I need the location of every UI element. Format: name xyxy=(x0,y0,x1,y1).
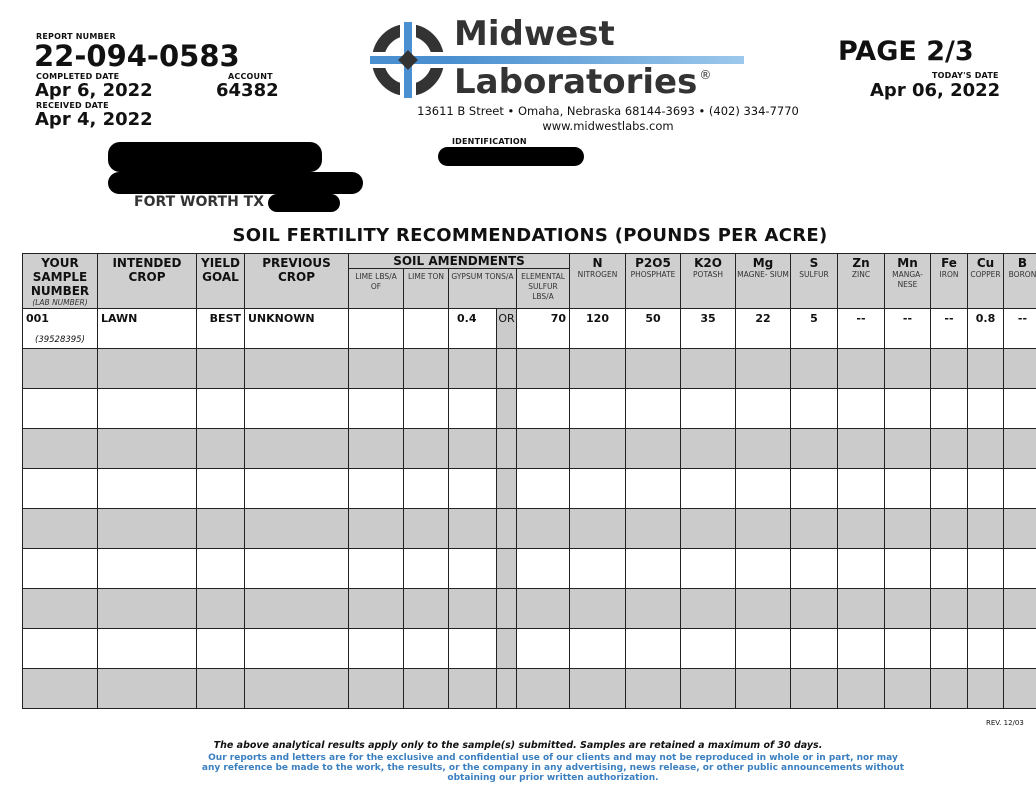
cell-mg xyxy=(736,389,791,429)
cell-or xyxy=(497,629,517,669)
cell-fe xyxy=(931,549,968,589)
cell-sample xyxy=(23,389,98,429)
col-yield-goal: YIELD GOAL xyxy=(197,254,245,309)
cell-value: -- xyxy=(1017,312,1028,325)
cell-mg xyxy=(736,429,791,469)
todays-date: Apr 06, 2022 xyxy=(870,80,1001,101)
revision-label: REV. 12/03 xyxy=(986,719,1024,727)
identification-label: IDENTIFICATION xyxy=(452,137,527,146)
cell-lime xyxy=(349,389,404,429)
cell-limeton xyxy=(404,509,449,549)
cell-gypsum xyxy=(449,509,497,549)
cell-sample xyxy=(23,429,98,469)
cell-s xyxy=(791,469,838,509)
cell-zn xyxy=(838,589,885,629)
cell-sample xyxy=(23,629,98,669)
cell-cu xyxy=(968,389,1004,429)
cell-mg xyxy=(736,349,791,389)
logo-line2: Laboratories xyxy=(454,62,698,102)
cell-mn xyxy=(885,509,931,549)
cell-b xyxy=(1004,589,1036,629)
received-date-label: RECEIVED DATE xyxy=(36,101,109,110)
cell-yield xyxy=(197,509,245,549)
cell-s xyxy=(791,429,838,469)
cell-limeton xyxy=(404,469,449,509)
cell-value: 0.8 xyxy=(975,312,996,325)
cell-zn xyxy=(838,509,885,549)
crosshair-logo-icon xyxy=(370,20,450,100)
cell-value: -- xyxy=(856,312,866,325)
cell-k xyxy=(681,549,736,589)
cell-yield xyxy=(197,309,245,349)
cell-n xyxy=(570,309,626,349)
cell-limeton xyxy=(404,349,449,389)
cell-fe xyxy=(931,669,968,709)
cell-k xyxy=(681,509,736,549)
cell-gypsum xyxy=(449,669,497,709)
cell-crop xyxy=(98,629,197,669)
cell-lime xyxy=(349,509,404,549)
cell-b xyxy=(1004,669,1036,709)
cell-n xyxy=(570,549,626,589)
cell-mg xyxy=(736,549,791,589)
cell-mg xyxy=(736,629,791,669)
cell-limeton xyxy=(404,389,449,429)
table-row xyxy=(23,469,1036,509)
cell-cu xyxy=(968,309,1004,349)
cell-gypsum xyxy=(449,469,497,509)
cell-or xyxy=(497,509,517,549)
cell-k xyxy=(681,309,736,349)
redaction-block xyxy=(268,194,340,212)
cell-n xyxy=(570,469,626,509)
col-boron: B BORON xyxy=(1004,254,1036,309)
cell-mg xyxy=(736,309,791,349)
cell-mn xyxy=(885,629,931,669)
cell-lime xyxy=(349,589,404,629)
cell-cu xyxy=(968,509,1004,549)
cell-fe xyxy=(931,469,968,509)
cell-value: 001 xyxy=(26,312,49,325)
cell-prev xyxy=(245,349,349,389)
recommendations-table xyxy=(22,253,1036,709)
cell-p xyxy=(626,469,681,509)
cell-p xyxy=(626,429,681,469)
table-row xyxy=(23,549,1036,589)
cell-k xyxy=(681,389,736,429)
cell-value: 5 xyxy=(810,312,818,325)
cell-sample xyxy=(23,549,98,589)
cell-zn xyxy=(838,629,885,669)
cell-k xyxy=(681,629,736,669)
cell-limeton xyxy=(404,589,449,629)
cell-fe xyxy=(931,509,968,549)
cell-fe xyxy=(931,389,968,429)
cell-b xyxy=(1004,349,1036,389)
received-date: Apr 4, 2022 xyxy=(35,109,153,130)
cell-s xyxy=(791,509,838,549)
cell-prev xyxy=(245,629,349,669)
cell-n xyxy=(570,389,626,429)
cell-n xyxy=(570,629,626,669)
col-gypsum: GYPSUM TONS/A xyxy=(449,269,517,309)
lab-number: (39528395) xyxy=(35,335,85,345)
cell-cu xyxy=(968,469,1004,509)
cell-cu xyxy=(968,349,1004,389)
cell-b xyxy=(1004,629,1036,669)
cell-p xyxy=(626,349,681,389)
cell-lime xyxy=(349,549,404,589)
cell-n xyxy=(570,349,626,389)
col-intended-crop: INTENDED CROP xyxy=(98,254,197,309)
cell-mg xyxy=(736,509,791,549)
cell-sulfur_el xyxy=(517,629,570,669)
cell-value: 120 xyxy=(586,312,609,325)
cell-lime xyxy=(349,669,404,709)
cell-fe xyxy=(931,429,968,469)
cell-sample xyxy=(23,349,98,389)
cell-value: UNKNOWN xyxy=(248,312,315,325)
cell-fe xyxy=(931,629,968,669)
footer-note: The above analytical results apply only to the sample(s) submitted. Samples are retained a maximum of 30 days. xyxy=(213,740,823,751)
cell-crop xyxy=(98,309,197,349)
cell-mn xyxy=(885,349,931,389)
report-number-label: REPORT NUMBER xyxy=(36,32,116,41)
cell-yield xyxy=(197,589,245,629)
cell-s xyxy=(791,309,838,349)
col-zinc: Zn ZINC xyxy=(838,254,885,309)
cell-gypsum xyxy=(449,589,497,629)
cell-s xyxy=(791,549,838,589)
col-lime: LIME LBS/A OF xyxy=(349,269,404,309)
cell-n xyxy=(570,429,626,469)
cell-or xyxy=(497,469,517,509)
cell-b xyxy=(1004,509,1036,549)
cell-fe xyxy=(931,589,968,629)
cell-sample xyxy=(23,669,98,709)
cell-value xyxy=(349,309,403,312)
cell-cu xyxy=(968,669,1004,709)
cell-cu xyxy=(968,549,1004,589)
cell-gypsum xyxy=(449,549,497,589)
cell-value: OR xyxy=(498,312,515,325)
cell-b xyxy=(1004,549,1036,589)
col-elemental-sulfur: ELEMENTAL SULFUR LBS/A xyxy=(517,269,570,309)
table-row xyxy=(23,669,1036,709)
col-lime-ton: LIME TON xyxy=(404,269,449,309)
cell-zn xyxy=(838,389,885,429)
completed-date: Apr 6, 2022 xyxy=(35,80,153,101)
cell-crop xyxy=(98,429,197,469)
cell-b xyxy=(1004,389,1036,429)
cell-k xyxy=(681,469,736,509)
company-address: 13611 B Street • Omaha, Nebraska 68144-3693 • (402) 334-7770 xyxy=(417,104,799,118)
cell-sample xyxy=(23,509,98,549)
cell-k xyxy=(681,669,736,709)
cell-value: BEST xyxy=(209,312,241,325)
company-logo xyxy=(370,14,750,102)
cell-mn xyxy=(885,589,931,629)
col-previous-crop: PREVIOUS CROP xyxy=(245,254,349,309)
cell-value: LAWN xyxy=(101,312,138,325)
report-number: 22-094-0583 xyxy=(34,39,240,73)
cell-or xyxy=(497,669,517,709)
cell-yield xyxy=(197,629,245,669)
cell-s xyxy=(791,389,838,429)
cell-prev xyxy=(245,429,349,469)
col-manganese: Mn MANGA- NESE xyxy=(885,254,931,309)
redaction-block xyxy=(438,147,584,166)
cell-p xyxy=(626,309,681,349)
cell-n xyxy=(570,589,626,629)
cell-n xyxy=(570,669,626,709)
cell-gypsum xyxy=(449,389,497,429)
cell-s xyxy=(791,349,838,389)
cell-or xyxy=(497,549,517,589)
cell-k xyxy=(681,349,736,389)
cell-or xyxy=(497,349,517,389)
col-sample-number: YOUR SAMPLE NUMBER (LAB NUMBER) xyxy=(23,254,98,309)
cell-yield xyxy=(197,429,245,469)
table-row xyxy=(23,429,1036,469)
cell-p xyxy=(626,509,681,549)
cell-cu xyxy=(968,589,1004,629)
col-phosphate: P2O5 PHOSPHATE xyxy=(626,254,681,309)
cell-lime xyxy=(349,629,404,669)
table-row xyxy=(23,589,1036,629)
cell-p xyxy=(626,629,681,669)
cell-mg xyxy=(736,589,791,629)
cell-k xyxy=(681,429,736,469)
cell-mg xyxy=(736,469,791,509)
cell-crop xyxy=(98,349,197,389)
cell-limeton xyxy=(404,549,449,589)
cell-mn xyxy=(885,549,931,589)
col-soil-amendments: SOIL AMENDMENTS xyxy=(349,254,570,269)
redaction-block xyxy=(108,142,322,172)
client-city: FORT WORTH TX xyxy=(134,194,265,210)
cell-prev xyxy=(245,549,349,589)
cell-b xyxy=(1004,429,1036,469)
cell-or xyxy=(497,589,517,629)
cell-lime xyxy=(349,429,404,469)
cell-p xyxy=(626,669,681,709)
cell-crop xyxy=(98,669,197,709)
cell-zn xyxy=(838,669,885,709)
cell-value: 50 xyxy=(645,312,661,325)
cell-sulfur_el xyxy=(517,469,570,509)
table-row xyxy=(23,509,1036,549)
cell-zn xyxy=(838,549,885,589)
cell-value: -- xyxy=(902,312,913,325)
cell-gypsum xyxy=(449,309,497,349)
cell-lime xyxy=(349,349,404,389)
cell-sample xyxy=(23,309,98,349)
cell-crop xyxy=(98,589,197,629)
cell-cu xyxy=(968,429,1004,469)
cell-or xyxy=(497,309,517,349)
cell-limeton xyxy=(404,629,449,669)
cell-yield xyxy=(197,389,245,429)
cell-sulfur_el xyxy=(517,589,570,629)
cell-zn xyxy=(838,429,885,469)
cell-cu xyxy=(968,629,1004,669)
cell-limeton xyxy=(404,669,449,709)
cell-s xyxy=(791,629,838,669)
cell-prev xyxy=(245,309,349,349)
cell-prev xyxy=(245,589,349,629)
table-row xyxy=(23,349,1036,389)
cell-yield xyxy=(197,469,245,509)
cell-sulfur_el xyxy=(517,509,570,549)
col-magnesium: Mg MAGNE- SIUM xyxy=(736,254,791,309)
cell-lime xyxy=(349,309,404,349)
cell-b xyxy=(1004,469,1036,509)
cell-mn xyxy=(885,309,931,349)
cell-value: 22 xyxy=(755,312,771,325)
cell-prev xyxy=(245,389,349,429)
cell-crop xyxy=(98,509,197,549)
cell-sample xyxy=(23,589,98,629)
cell-lime xyxy=(349,469,404,509)
cell-value: -- xyxy=(944,312,954,325)
cell-yield xyxy=(197,549,245,589)
completed-date-label: COMPLETED DATE xyxy=(36,72,120,81)
cell-fe xyxy=(931,309,968,349)
cell-n xyxy=(570,509,626,549)
cell-yield xyxy=(197,669,245,709)
cell-value: 0.4 xyxy=(457,312,477,325)
cell-mg xyxy=(736,669,791,709)
cell-or xyxy=(497,429,517,469)
col-copper: Cu COPPER xyxy=(968,254,1004,309)
cell-sulfur_el xyxy=(517,429,570,469)
col-nitrogen: N NITROGEN xyxy=(570,254,626,309)
cell-sulfur_el xyxy=(517,549,570,589)
cell-yield xyxy=(197,349,245,389)
page-number: PAGE 2/3 xyxy=(838,36,974,67)
cell-crop xyxy=(98,389,197,429)
account-label: ACCOUNT xyxy=(228,72,273,81)
cell-gypsum xyxy=(449,629,497,669)
col-iron: Fe IRON xyxy=(931,254,968,309)
cell-zn xyxy=(838,309,885,349)
col-potash: K2O POTASH xyxy=(681,254,736,309)
table-row xyxy=(23,629,1036,669)
cell-s xyxy=(791,669,838,709)
cell-mn xyxy=(885,429,931,469)
registered-mark: ® xyxy=(699,68,712,82)
cell-p xyxy=(626,589,681,629)
cell-crop xyxy=(98,469,197,509)
cell-b xyxy=(1004,309,1036,349)
cell-value: 35 xyxy=(700,312,716,325)
cell-prev xyxy=(245,469,349,509)
cell-p xyxy=(626,549,681,589)
cell-limeton xyxy=(404,429,449,469)
cell-sulfur_el xyxy=(517,349,570,389)
footer-legal: Our reports and letters are for the exclusive and confidential use of our clients and may not be reproduced in whole or in part, nor may any reference be made to the work, the results, or the company in any advertising, news release, or other public announcements without obtaining our prior written authorization. xyxy=(201,753,905,783)
company-website[interactable]: www.midwestlabs.com xyxy=(542,119,674,133)
cell-value: 70 xyxy=(550,312,566,325)
cell-s xyxy=(791,589,838,629)
cell-sulfur_el xyxy=(517,669,570,709)
cell-limeton xyxy=(404,309,449,349)
cell-k xyxy=(681,589,736,629)
cell-zn xyxy=(838,349,885,389)
cell-mn xyxy=(885,669,931,709)
table-row xyxy=(23,389,1036,429)
col-sulfur: S SULFUR xyxy=(791,254,838,309)
cell-mn xyxy=(885,389,931,429)
cell-p xyxy=(626,389,681,429)
cell-zn xyxy=(838,469,885,509)
report-title: SOIL FERTILITY RECOMMENDATIONS (POUNDS PER ACRE) xyxy=(232,225,828,246)
table-row xyxy=(23,309,1036,349)
cell-fe xyxy=(931,349,968,389)
cell-or xyxy=(497,389,517,429)
todays-date-label: TODAY'S DATE xyxy=(932,71,999,80)
cell-sulfur_el xyxy=(517,389,570,429)
cell-mn xyxy=(885,469,931,509)
cell-crop xyxy=(98,549,197,589)
cell-gypsum xyxy=(449,349,497,389)
account-number: 64382 xyxy=(216,80,279,101)
cell-sulfur_el xyxy=(517,309,570,349)
cell-prev xyxy=(245,509,349,549)
cell-prev xyxy=(245,669,349,709)
cell-value xyxy=(404,309,448,312)
logo-line1: Midwest xyxy=(454,14,615,54)
cell-sample xyxy=(23,469,98,509)
cell-gypsum xyxy=(449,429,497,469)
redaction-block xyxy=(108,172,363,194)
